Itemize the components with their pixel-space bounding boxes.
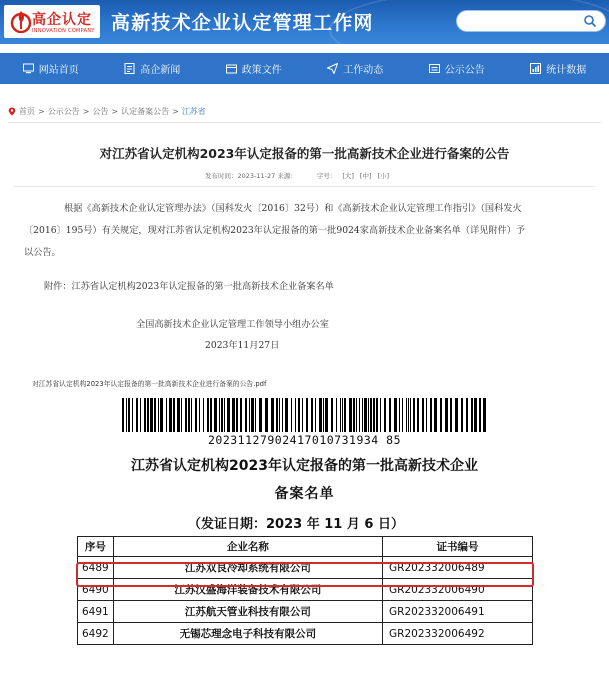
breadcrumb: 首页 > 公示公告 > 公告 > 认定备案公告 > 江苏省	[8, 106, 206, 117]
row-company: 无锡芯理念电子科技有限公司	[113, 623, 382, 645]
article-title: 对江苏省认定机构2023年认定报备的第一批高新技术企业进行备案的公告	[99, 146, 510, 161]
barcode-bar	[276, 398, 278, 432]
row-no: 6489	[78, 557, 114, 579]
barcode-bar	[227, 398, 230, 432]
pdf-attachment-link[interactable]: 对江苏省认定机构2023年认定报备的第一批高新技术企业进行备案的公告.pdf	[32, 380, 267, 388]
barcode-bar	[279, 398, 280, 432]
barcode-bar	[271, 398, 274, 432]
barcode-bar	[147, 398, 149, 432]
site-header	[0, 0, 609, 44]
logo-subtext: INNOVATION COMPANY	[32, 28, 95, 34]
site-logo[interactable]	[4, 5, 100, 38]
barcode-bar	[249, 398, 250, 432]
barcode-bar	[410, 398, 411, 432]
nav-item-statistics[interactable]	[508, 53, 609, 84]
monitor-icon	[23, 63, 34, 74]
row-company: 江苏汉盛海洋装备技术有限公司	[113, 579, 382, 601]
barcode-bar	[173, 398, 175, 432]
barcode-bar	[342, 398, 343, 432]
barcode-bar	[422, 398, 424, 432]
column-header-cert: 证书编号	[383, 537, 533, 557]
table-row	[78, 601, 533, 623]
barcode-bar	[154, 398, 156, 432]
divider	[14, 186, 595, 187]
table-header-row	[78, 537, 533, 557]
chart-icon	[530, 63, 541, 74]
font-size-label: 字号：	[316, 172, 337, 180]
breadcrumb-home[interactable]: 首页	[19, 107, 35, 116]
barcode-bar	[132, 398, 133, 432]
barcode-bar	[285, 398, 288, 432]
barcode-bar	[207, 398, 209, 432]
barcode-bar	[150, 398, 153, 432]
barcode-number: 20231127902417010731934 85	[207, 433, 401, 447]
location-pin-icon	[8, 107, 16, 116]
breadcrumb-current[interactable]: 江苏省	[181, 107, 206, 116]
breadcrumb-notices[interactable]: 公示公告	[47, 107, 80, 116]
barcode-bar	[402, 398, 403, 432]
barcode-bar	[364, 398, 367, 432]
barcode-bar	[471, 398, 473, 432]
barcode-bar	[426, 398, 427, 432]
barcode-bar	[291, 398, 292, 432]
barcode-bar	[219, 398, 220, 432]
article-paragraph	[24, 198, 600, 264]
divider	[8, 122, 601, 123]
barcode-bar	[394, 398, 397, 432]
barcode-bar	[160, 398, 163, 432]
barcode-bar	[199, 398, 200, 432]
barcode-bar	[483, 398, 486, 432]
barcode-bar	[376, 398, 378, 432]
barcode-bar	[323, 398, 324, 432]
breadcrumb-announcement[interactable]: 公告	[92, 107, 109, 116]
barcode-bar	[408, 398, 409, 432]
nav-label: 工作动态	[343, 65, 384, 76]
barcode-bar	[336, 398, 337, 432]
search-input[interactable]	[456, 10, 606, 32]
row-no: 6492	[78, 623, 114, 645]
nav-label: 公示公告	[444, 65, 485, 76]
barcode-bar	[344, 398, 346, 432]
barcode-bar	[169, 398, 172, 432]
barcode-bar	[259, 398, 262, 432]
barcode-bar	[362, 398, 363, 432]
column-header-no: 序号	[78, 537, 114, 557]
barcode-bar	[158, 398, 159, 432]
paragraph-line: 〔2016〕195号）有关规定，现对江苏省认定机构2023年认定报备的第一批9024家高新技术企业备案名单（详见附件）予	[24, 225, 526, 236]
barcode-bar	[177, 398, 180, 432]
barcode-bar	[306, 398, 308, 432]
row-cert: GR202332006490	[383, 579, 533, 601]
barcode-bar	[440, 398, 442, 432]
nav-label: 网站首页	[38, 65, 79, 76]
issue-date: （发证日期：2023 年 11 月 6 日）	[188, 517, 404, 532]
logo-text: 高企认定	[32, 13, 92, 28]
barcode-bar	[325, 398, 328, 432]
barcode-bar	[340, 398, 341, 432]
barcode-bar	[236, 398, 238, 432]
barcode-bar	[126, 398, 127, 432]
barcode-bar	[214, 398, 217, 432]
paragraph-line: 根据《高新技术企业认定管理办法》（国科发火〔2016〕32号）和《高新技术企业认定管理工作指引》（国科发火	[64, 203, 522, 214]
nav-label: 高企新闻	[140, 65, 181, 76]
document-subheading: 备案名单	[274, 486, 335, 502]
barcode-bar	[315, 398, 316, 432]
publish-date: 发布时间：2023-11-27 来源：	[205, 172, 297, 180]
barcode-bar	[413, 398, 415, 432]
barcode-bar	[311, 398, 313, 432]
barcode-bar	[185, 398, 187, 432]
barcode-bar	[353, 398, 355, 432]
barcode-bar	[232, 398, 235, 432]
row-no: 6491	[78, 601, 114, 623]
barcode-bar	[295, 398, 296, 432]
barcode-bar	[370, 398, 372, 432]
barcode-bar	[240, 398, 242, 432]
row-cert: GR202332006491	[383, 601, 533, 623]
barcode-bar	[221, 398, 223, 432]
barcode-bar	[282, 398, 283, 432]
barcode-bar	[298, 398, 300, 432]
barcode-bar	[445, 398, 448, 432]
row-no: 6490	[78, 579, 114, 601]
sign-date: 2023年11月27日	[205, 340, 280, 351]
barcode-bar	[181, 398, 182, 432]
barcode-bar	[368, 398, 369, 432]
paragraph-line: 以公告。	[24, 247, 61, 258]
barcode-bar	[417, 398, 419, 432]
barcode-bar	[245, 398, 247, 432]
barcode-bar	[455, 398, 458, 432]
barcode-bar	[265, 398, 268, 432]
barcode-bar	[461, 398, 463, 432]
barcode-bar	[255, 398, 256, 432]
font-size-medium[interactable]: [中]	[359, 172, 372, 180]
nav-item-dynamics[interactable]	[305, 53, 407, 84]
row-cert: GR202332006492	[383, 623, 533, 645]
barcode-bar	[224, 398, 225, 432]
barcode-bar	[356, 398, 357, 432]
barcode-bar	[251, 398, 254, 432]
barcode-bar	[136, 398, 138, 432]
nav-label: 政策文件	[241, 65, 282, 76]
barcode-bar	[359, 398, 360, 432]
signer: 全国高新技术企业认定管理工作领导小组办公室	[136, 319, 329, 330]
nav-item-policy[interactable]	[203, 53, 305, 84]
barcode-bar	[195, 398, 197, 432]
barcode-bar	[399, 398, 400, 432]
font-size-small[interactable]: [小]	[377, 172, 390, 180]
barcode-bar	[474, 398, 477, 432]
barcode-bar	[430, 398, 432, 432]
barcode-bar	[406, 398, 407, 432]
nav-item-notices[interactable]	[406, 53, 508, 84]
attachment-note: 附件：江苏省认定机构2023年认定报备的第一批高新技术企业备案名单	[44, 281, 334, 292]
main-nav	[0, 53, 609, 84]
column-header-name: 企业名称	[113, 537, 382, 557]
folder-icon	[226, 63, 237, 74]
row-company: 江苏航天管业科技有限公司	[113, 601, 382, 623]
barcode-bar	[188, 398, 190, 432]
logo-flame-icon	[10, 9, 32, 33]
filing-table	[77, 536, 533, 645]
nav-item-news[interactable]	[102, 53, 204, 84]
notice-icon	[429, 63, 440, 74]
news-icon	[124, 63, 135, 74]
barcode-bar	[210, 398, 212, 432]
table-row	[78, 623, 533, 645]
barcode-bar	[349, 398, 352, 432]
barcode-bar	[203, 398, 204, 432]
send-icon	[327, 63, 338, 74]
barcode-bar	[144, 398, 146, 432]
barcode-bar	[122, 398, 124, 432]
nav-item-home[interactable]	[0, 53, 102, 84]
barcode-bar	[389, 398, 391, 432]
barcode-bar	[479, 398, 481, 432]
article-meta	[205, 171, 389, 180]
barcode-bar	[166, 398, 167, 432]
barcode	[122, 398, 486, 432]
barcode-bar	[191, 398, 192, 432]
highlight-box	[76, 562, 534, 587]
font-size-large[interactable]: [大]	[342, 172, 354, 180]
barcode-bar	[466, 398, 468, 432]
barcode-bar	[319, 398, 322, 432]
barcode-bar	[128, 398, 130, 432]
nav-label: 统计数据	[546, 65, 587, 76]
barcode-bar	[384, 398, 386, 432]
barcode-bar	[373, 398, 375, 432]
search-icon[interactable]	[583, 14, 597, 28]
row-cert: GR202332006489	[383, 557, 533, 579]
barcode-bar	[434, 398, 437, 432]
breadcrumb-filing[interactable]: 认定备案公告	[121, 107, 170, 116]
barcode-bar	[380, 398, 381, 432]
row-company: 江苏双良冷却系统有限公司	[113, 557, 382, 579]
document-heading: 江苏省认定机构2023年认定报备的第一批高新技术企业	[131, 458, 478, 474]
barcode-bar	[331, 398, 333, 432]
barcode-bar	[302, 398, 303, 432]
barcode-bar	[450, 398, 452, 432]
site-title: 高新技术企业认定管理工作网	[111, 12, 374, 34]
barcode-bar	[140, 398, 141, 432]
